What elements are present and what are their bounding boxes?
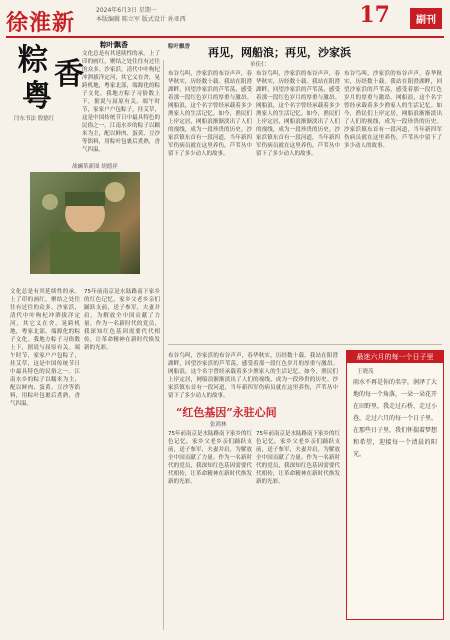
- calligraphy-char-1: 粽: [18, 43, 48, 78]
- article1-photo: [30, 172, 140, 274]
- article3-body-col1: 75年前南京是水陆路南下家乡的红色记忆，家乡父老乡亲们踊跃支前，送子参军，夫妻并肩，为解放全中国贡献了力量。作为一名新时代的党员，我深知红色基因需要代代相传，让革命精神在新时代焕发新的光彩。: [168, 431, 252, 485]
- article3-headline: “红色基因”永驻心间: [176, 406, 277, 419]
- article1-body-col3: 75年前南京是水陆路南下家乡的红色记忆，家乡父老乡亲们踊跃支前，送子参军，夫妻并肩，为解放全中国贡献了力量。作为一名新时代的党员，我深知红色基因需要代代相传，让革命精神在新时代焕发新的光彩。: [84, 289, 160, 351]
- article2-headline: 再见，网船浪；再见，沙家浜: [208, 46, 351, 59]
- page-number: 17: [359, 2, 390, 28]
- calligraphy-char-3: 粤: [22, 79, 52, 114]
- poem-sidebar: [346, 350, 444, 620]
- calligraphy-byline: 闫东书法 殷德红: [14, 116, 55, 122]
- masthead-rule: [6, 36, 444, 38]
- date-line: 2024年6月3日 星期一: [96, 7, 157, 14]
- article2-body-col1: 布谷鸟叫，沙家浜的布谷声声，春华秋实，历经数十载。我站在阳澄湖畔，回望沙家浜的芦苇荡，感受着那一段红色岁月的厚重与激昂。网船浪，这个名字曾经承载着多少渔家人的生活记忆。如今，渔民们上岸定居，网船浪渐渐淡出了人们的视线，成为一段珍贵的历史。沙家浜镇东首有一段河道，当年新四军伤病员就在这里养伤，芦苇丛中留下了多少动人的故事。: [168, 71, 252, 157]
- poem-byline: 王晓茂: [357, 369, 374, 375]
- masthead: [0, 0, 450, 36]
- photo-caption: 战斓革新图 胡德祥: [72, 164, 118, 170]
- poem-body: 雨水不再是你的名字，润泽了大地的每一个角落，一朵一朵花开在田野里，我走过石桥，走过小巷，走过六月的每一个日子里。在那些日子里，我们怀揣着梦想和希望，迎接每一个清晨的阳光。: [353, 379, 437, 458]
- masthead-meta: [96, 6, 186, 24]
- newspaper-logo: 徐淮新: [6, 10, 76, 36]
- article3-intro: 布谷鸟叫，沙家浜的布谷声声，春华秋实，历经数十载。我站在阳澄湖畔，回望沙家浜的芦苇荡，感受着那一段红色岁月的厚重与激昂。网船浪，这个名字曾经承载着多少渔家人的生活记忆。如今，渔民们上岸定居，网船浪渐渐淡出了人们的视线，成为一段珍贵的历史。沙家浜镇东首有一段河道，当年新四军伤病员就在这里养伤，芦苇丛中留下了多少动人的故事。: [168, 353, 338, 399]
- article2-column-label: 粽叶飘香: [168, 44, 191, 50]
- article2-body-col2: 布谷鸟叫，沙家浜的布谷声声，春华秋实，历经数十载。我站在阳澄湖畔，回望沙家浜的芦苇荡，感受着那一段红色岁月的厚重与激昂。网船浪，这个名字曾经承载着多少渔家人的生活记忆。如今，渔民们上岸定居，网船浪渐渐淡出了人们的视线，成为一段珍贵的历史。沙家浜镇东首有一段河道，当年新四军伤病员就在这里养伤，芦苇丛中留下了多少动人的故事。: [256, 71, 340, 157]
- section-label: 副刊: [410, 8, 442, 29]
- article2-byline: 单佳仁: [250, 62, 267, 68]
- section-divider: [168, 344, 442, 345]
- editor-line: 本版编辑 陈立军 版式设计 孙亚西: [96, 16, 186, 23]
- article3-byline: 张鸿林: [210, 422, 227, 428]
- article1-body: 文化总是有其延续性的承。上了印的画红，聚结之处往往有过往的众多。沙家浜，清代中叶枸杞冲泗拔洋定河，其它义在舍，晃跨机地，粤家北部，端源化的粽子文化。我地方粽子习俗数上下，据说与屈原有关。端午时节，家家户户包粽子，挂艾草，这是中国传统节日中最具特色的民俗之一。江南水乡的粽子以糯米为主，配以鲜肉、蛋黄、豆沙等馅料，用粽叶包裹后煮熟，香气四溢。: [82, 51, 160, 153]
- calligraphy-char-2: 香: [54, 57, 84, 92]
- article3-body-col2: 75年前南京是水陆路南下家乡的红色记忆，家乡父老乡亲们踊跃支前，送子参军，夫妻并肩，为解放全中国贡献了力量。作为一名新时代的党员，我深知红色基因需要代代相传，让革命精神在新时代焕发新的光彩。: [256, 431, 340, 485]
- article1-body-col2: 文化总是有其延续性的承。上了印的画红，聚结之处往往有过往的众多。沙家浜，清代中叶枸杞冲泗拔洋定河，其它义在舍，晃跨机地，粤家北部，端源化的粽子文化。我地方粽子习俗数上下，据说与屈原有关。端午时节，家家户户包粽子，挂艾草，这是中国传统节日中最具特色的民俗之一。江南水乡的粽子以糯米为主，配以鲜肉、蛋黄、豆沙等馅料，用粽叶包裹后煮熟，香气四溢。: [10, 289, 80, 407]
- article2-body-col3: 布谷鸟叫，沙家浜的布谷声声，春华秋实，历经数十载。我站在阳澄湖畔，回望沙家浜的芦苇荡，感受着那一段红色岁月的厚重与激昂。网船浪，这个名字曾经承载着多少渔家人的生活记忆。如今，渔民们上岸定居，网船浪渐渐淡出了人们的视线，成为一段珍贵的历史。沙家浜镇东首有一段河道，当年新四军伤病员就在这里养伤，芦苇丛中留下了多少动人的故事。: [344, 71, 442, 149]
- poem-title: 最迷六月的每一个日子里: [347, 351, 443, 363]
- column-divider: [163, 60, 164, 630]
- article1-subhead: 粽叶飘香: [100, 40, 128, 49]
